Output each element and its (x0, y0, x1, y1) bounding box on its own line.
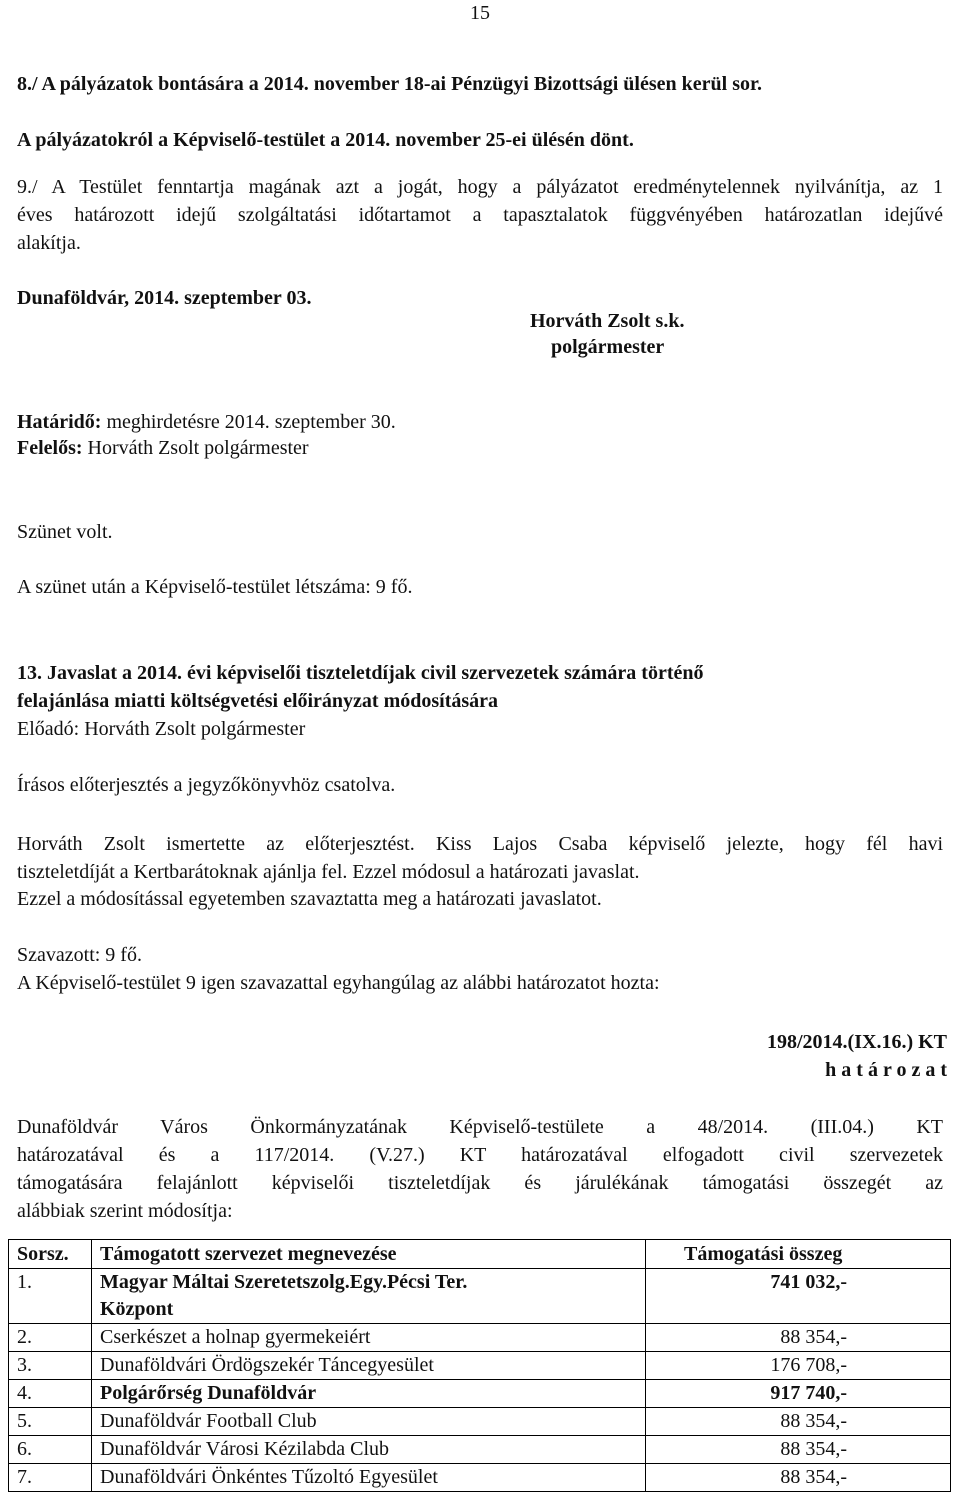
break-note: Szünet volt. (17, 521, 113, 543)
vote-result: A Képviselő-testület 9 igen szavazattal egyhangúlag az alábbi határozatot hozta: (17, 972, 660, 994)
row-name: Polgárőrség Dunaföldvár (92, 1380, 646, 1408)
row-amount: 88 354,- (646, 1408, 951, 1436)
resolution-word: h a t á r o z a t (825, 1059, 947, 1081)
row-number: 3. (9, 1352, 92, 1380)
row-number: 2. (9, 1324, 92, 1352)
resolution-text-line-4: alábbiak szerint módosítja: (17, 1200, 233, 1222)
row-amount: 741 032,- (646, 1269, 951, 1324)
row-number: 1. (9, 1269, 92, 1324)
responsible (17, 436, 943, 460)
discussion-line-3: Ezzel a módosítással egyetemben szavaztatta meg a határozati javaslatot. (17, 888, 602, 910)
row-name: Dunaföldvár Football Club (92, 1408, 646, 1436)
paragraph-8b: A pályázatokról a Képviselő-testület a 2014. november 25-ei ülésén dönt. (17, 129, 634, 151)
resolution-text-line-1: Dunaföldvár Város Önkormányzatának Képviselő-testülete a 48/2014. (III.04.) KT (17, 1116, 943, 1138)
discussion-line-1: Horváth Zsolt ismertette az előterjesztést. Kiss Lajos Csaba képviselő jelezte, hogy fél havi (17, 833, 943, 855)
row-name: Dunaföldvári Önkéntes Tűzoltó Egyesület (92, 1464, 646, 1492)
table-row (9, 1324, 951, 1352)
row-amount: 88 354,- (646, 1324, 951, 1352)
deadline-text: meghirdetésre 2014. szeptember 30. (101, 411, 396, 433)
row-number: 7. (9, 1464, 92, 1492)
row-name (92, 1269, 646, 1324)
table-row (9, 1436, 951, 1464)
row-number: 5. (9, 1408, 92, 1436)
row-amount: 88 354,- (646, 1436, 951, 1464)
header-name: Támogatott szervezet megnevezése (92, 1240, 646, 1269)
signer-name: Horváth Zsolt s.k. (530, 310, 685, 332)
table-row (9, 1464, 951, 1492)
row-amount: 176 708,- (646, 1352, 951, 1380)
row-amount: 917 740,- (646, 1380, 951, 1408)
row-name-line-2: Központ (100, 1298, 174, 1320)
paragraph-9-line-3: alakítja. (17, 232, 81, 254)
row-number: 6. (9, 1436, 92, 1464)
row-name: Dunaföldvár Városi Kézilabda Club (92, 1436, 646, 1464)
row-number: 4. (9, 1380, 92, 1408)
paragraph-9-line-2: éves határozott idejű szolgáltatási időtartamot a tapasztalatok függvényében határozatlan idejűvé (17, 204, 943, 226)
deadline-label: Határidő: (17, 411, 102, 433)
table-row (9, 1269, 951, 1324)
presenter: Előadó: Horváth Zsolt polgármester (17, 718, 306, 740)
page-number: 15 (470, 2, 490, 24)
paragraph-9-line-1: 9./ A Testület fenntartja magának azt a jogát, hogy a pályázatot eredménytelennek nyilvánítja, az 1 (17, 176, 943, 198)
place-date: Dunaföldvár, 2014. szeptember 03. (17, 287, 312, 309)
table-row (9, 1408, 951, 1436)
resolution-number: 198/2014.(IX.16.) KT (767, 1031, 947, 1053)
signer-title: polgármester (551, 336, 665, 358)
header-sorsz: Sorsz. (9, 1240, 92, 1269)
agenda-item-title-1: 13. Javaslat a 2014. évi képviselői tiszteletdíjak civil szervezetek számára történő (17, 662, 704, 684)
row-name-line-1: Magyar Máltai Szeretetszolg.Egy.Pécsi Ter. (100, 1271, 468, 1293)
responsible-text: Horváth Zsolt polgármester (82, 437, 309, 459)
header-amount: Támogatási összeg (646, 1240, 951, 1269)
paragraph-8: 8./ A pályázatok bontására a 2014. november 18-ai Pénzügyi Bizottsági ülésen kerül sor. (17, 73, 763, 95)
resolution-text-line-2: határozatával és a 117/2014. (V.27.) KT határozatával elfogadott civil szervezetek (17, 1144, 943, 1166)
agenda-item-title-2: felajánlása miatti költségvetési előirányzat módosítására (17, 690, 499, 712)
table-header-row (9, 1240, 951, 1269)
written-proposal: Írásos előterjesztés a jegyzőkönyvhöz csatolva. (17, 774, 396, 796)
after-break-note: A szünet után a Képviselő-testület létszáma: 9 fő. (17, 576, 413, 598)
row-name: Dunaföldvári Ördögszekér Táncegyesület (92, 1352, 646, 1380)
deadline (17, 410, 943, 434)
table-row (9, 1380, 951, 1408)
row-name: Cserkészet a holnap gyermekeiért (92, 1324, 646, 1352)
voted: Szavazott: 9 fő. (17, 944, 142, 966)
resolution-text-line-3: támogatására felajánlott képviselői tiszteletdíjak és járulékának támogatási összegét az (17, 1172, 943, 1194)
responsible-label: Felelős: (17, 437, 83, 459)
support-table (8, 1239, 951, 1492)
discussion-line-2: tiszteletdíját a Kertbarátoknak ajánlja fel. Ezzel módosul a határozati javaslat. (17, 861, 640, 883)
table-row (9, 1352, 951, 1380)
row-amount: 88 354,- (646, 1464, 951, 1492)
